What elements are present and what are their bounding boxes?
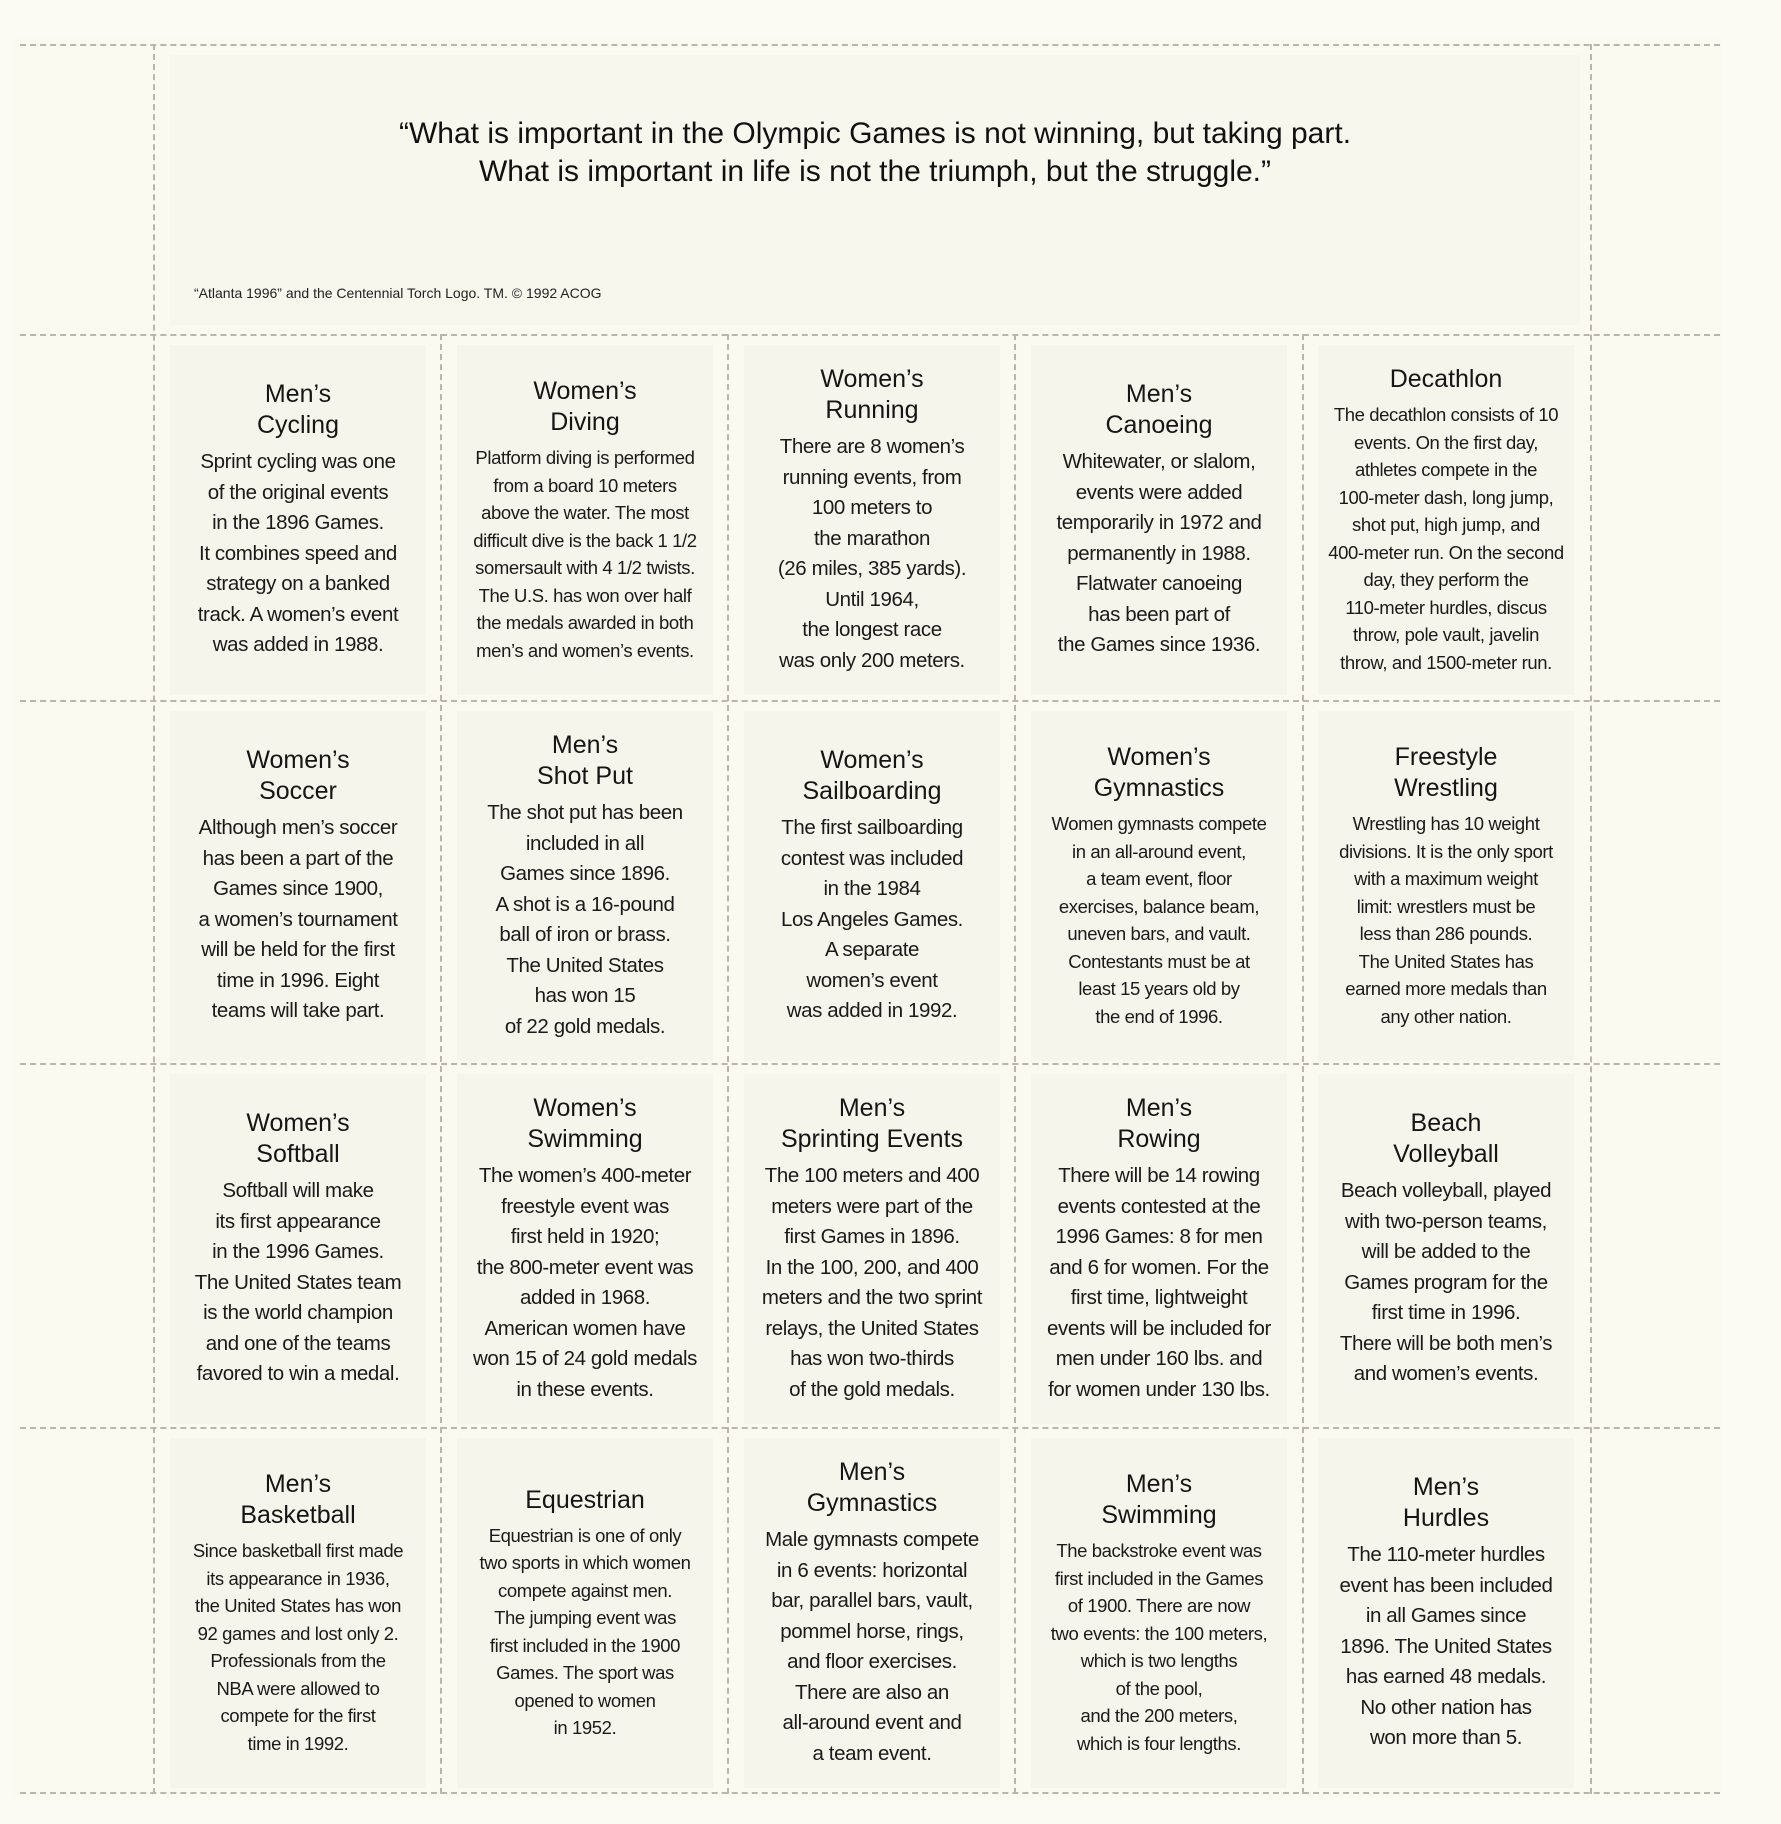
- stamp-description-line: will be added to the: [1361, 1240, 1531, 1264]
- stamp-description-line: has won 15: [534, 984, 636, 1007]
- stamp-description-line: men under 160 lbs. and: [1055, 1347, 1263, 1370]
- stamp-description-line: athletes compete in the: [1354, 459, 1538, 480]
- perforation-row-4: [20, 1427, 1720, 1429]
- perforation-col-4: [1302, 334, 1304, 1794]
- stamp-title-line: Sailboarding: [802, 777, 942, 806]
- stamp-title: [246, 745, 349, 807]
- stamp-description-line: 1996 Games: 8 for men: [1055, 1225, 1263, 1248]
- stamp-description-line: 400-meter run. On the second: [1328, 541, 1564, 563]
- stamp-title-line: Women’s: [820, 746, 924, 775]
- stamp-description: [1328, 401, 1564, 676]
- quote-line-1: “What is important in the Olympic Games is not winning, but taking part.: [398, 117, 1352, 150]
- stamp-description-line: a team event, floor: [1086, 868, 1232, 889]
- stamp-description-line: was only 200 meters.: [779, 648, 965, 672]
- stamp-description-line: The jumping event was: [494, 1607, 676, 1628]
- stamp-description-line: and the 200 meters,: [1080, 1705, 1238, 1726]
- stamp-card: [457, 345, 713, 695]
- stamp-description-line: time in 1992.: [247, 1732, 349, 1754]
- stamp-description-line: divisions. It is the only sport: [1339, 840, 1553, 862]
- stamp-card: [1031, 1074, 1287, 1424]
- stamp-description-line: Beach volleyball, played: [1340, 1179, 1552, 1203]
- stamp-description-line: less than 286 pounds.: [1359, 923, 1533, 944]
- stamp-description: [487, 798, 683, 1042]
- stamp-description-line: A shot is a 16-pound: [495, 892, 675, 916]
- stamp-description-line: difficult dive is the back 1 1/2: [473, 529, 697, 551]
- stamp-title-line: Swimming: [1101, 1501, 1217, 1529]
- stamp-title-line: Decathlon: [1389, 365, 1503, 393]
- stamp-card: [1318, 1074, 1574, 1424]
- stamp-description-line: the United States has won: [195, 1595, 401, 1616]
- stamp-description: [479, 1522, 690, 1742]
- stamp-description-line: Until 1964,: [825, 587, 919, 611]
- stamp-card: [170, 1074, 426, 1424]
- copyright-notice: “Atlanta 1996” and the Centennial Torch Logo. TM. © 1992 ACOG: [194, 285, 602, 301]
- stamp-description-line: teams will take part.: [211, 999, 385, 1023]
- stamp-description-line: the longest race: [802, 618, 942, 641]
- stamp-description-line: 1896. The United States: [1340, 1634, 1552, 1658]
- stamp-description-line: The first sailboarding: [781, 816, 963, 840]
- stamp-card: [744, 1438, 1000, 1788]
- stamp-description-line: in the 1996 Games.: [212, 1240, 384, 1264]
- stamp-card: [744, 1074, 1000, 1424]
- stamp-title: [537, 730, 633, 792]
- stamp-title-line: Men’s: [1412, 1473, 1480, 1502]
- stamp-description-line: was added in 1988.: [212, 633, 384, 657]
- stamp-description-line: Whitewater, or slalom,: [1062, 450, 1256, 474]
- stamp-title-line: Men’s: [1125, 1470, 1193, 1498]
- stamp-title: [1394, 742, 1498, 804]
- stamp-title-line: Shot Put: [537, 762, 633, 790]
- stamp-description-line: ball of iron or brass.: [499, 923, 671, 946]
- perforation-bottom: [20, 1792, 1720, 1794]
- stamp-description-line: first time, lightweight: [1070, 1286, 1248, 1309]
- stamp-description-line: the Games since 1936.: [1057, 633, 1261, 657]
- stamp-description-line: Contestants must be at: [1068, 950, 1250, 972]
- stamp-description-line: permanently in 1988.: [1067, 541, 1251, 565]
- stamp-description-line: events. On the first day,: [1353, 431, 1538, 453]
- stamp-description-line: track. A women’s event: [197, 602, 399, 626]
- stamp-description-line: its appearance in 1936,: [206, 1567, 390, 1589]
- perforation-col-1: [440, 334, 442, 1794]
- stamp-card: [1031, 345, 1287, 695]
- stamp-description-line: a women’s tournament: [198, 907, 398, 931]
- stamp-title: [1403, 1472, 1489, 1534]
- stamp-description-line: will be held for the first: [201, 938, 395, 962]
- stamp-title-line: Cycling: [257, 411, 339, 440]
- stamp-title-line: Men’s: [1125, 1094, 1193, 1122]
- perforation-col-3: [1014, 334, 1016, 1794]
- stamp-description-line: temporarily in 1972 and: [1056, 511, 1262, 535]
- stamp-title: [1393, 1108, 1499, 1170]
- stamp-title-line: Men’s: [838, 1094, 906, 1122]
- stamp-title-line: Women’s: [533, 1094, 637, 1122]
- stamp-description: [1051, 1537, 1267, 1757]
- stamp-title: [533, 376, 636, 438]
- stamp-description-line: in these events.: [516, 1377, 654, 1401]
- stamp-description-line: freestyle event was: [501, 1194, 669, 1218]
- stamp-title-line: Beach: [1410, 1109, 1482, 1138]
- stamp-description-line: which is two lengths: [1080, 1650, 1238, 1671]
- stamp-description-line: There will be 14 rowing: [1058, 1164, 1260, 1187]
- stamp-description-line: first held in 1920;: [510, 1225, 660, 1248]
- perforation-right: [1590, 44, 1592, 1794]
- stamp-description-line: Platform diving is performed: [475, 447, 695, 468]
- stamp-description-line: above the water. The most: [481, 502, 689, 523]
- stamp-description-line: added in 1968.: [519, 1286, 651, 1309]
- sheet-header: [170, 55, 1580, 325]
- stamp-description-line: first included in the 1900: [489, 1634, 681, 1656]
- stamp-description-line: Since basketball first made: [192, 1540, 404, 1561]
- stamp-description-line: Games since 1900,: [213, 877, 383, 901]
- stamp-description: [1047, 1161, 1271, 1405]
- stamp-description-line: first time in 1996.: [1371, 1301, 1521, 1325]
- stamp-description-line: events were added: [1075, 480, 1243, 504]
- stamp-description: [1051, 810, 1266, 1030]
- stamp-description-line: uneven bars, and vault.: [1067, 923, 1251, 944]
- stamp-description-line: running events, from: [782, 465, 962, 489]
- stamp-description-line: Professionals from the: [210, 1650, 386, 1671]
- stamp-title-line: Wrestling: [1394, 774, 1498, 802]
- stamp-description-line: NBA were allowed to: [216, 1677, 380, 1699]
- stamp-title: [1105, 379, 1212, 441]
- stamp-description-line: for women under 130 lbs.: [1048, 1377, 1270, 1401]
- stamp-card: [1031, 711, 1287, 1061]
- stamp-description-line: strategy on a banked: [206, 572, 390, 596]
- stamp-description: [1339, 810, 1553, 1030]
- stamp-title-line: Men’s: [264, 1470, 332, 1498]
- stamp-title: [1390, 364, 1503, 395]
- stamp-description-line: No other nation has: [1360, 1695, 1532, 1719]
- stamp-description-line: which is four lengths.: [1077, 1732, 1241, 1754]
- stamp-card: [170, 711, 426, 1061]
- stamp-description-line: any other nation.: [1380, 1005, 1512, 1027]
- stamp-title: [525, 1485, 645, 1516]
- stamp-description-line: The backstroke event was: [1056, 1540, 1262, 1561]
- stamp-card: [170, 345, 426, 695]
- stamp-description-line: limit: wrestlers must be: [1356, 895, 1536, 917]
- stamp-title-line: Softball: [256, 1140, 340, 1169]
- stamp-description-line: two sports in which women: [479, 1552, 691, 1573]
- stamp-description-line: Sprint cycling was one: [200, 450, 396, 474]
- stamp-title-line: Women’s: [533, 377, 637, 405]
- stamp-description-line: A separate: [824, 938, 920, 962]
- stamp-description-line: the 800-meter event was: [476, 1255, 694, 1279]
- stamp-description-line: in the 1984: [823, 877, 921, 901]
- stamp-description-line: and women’s events.: [1353, 1362, 1539, 1386]
- stamp-description-line: meters and the two sprint: [761, 1286, 983, 1309]
- stamp-description-line: the end of 1996.: [1095, 1005, 1223, 1027]
- stamp-description-line: Women gymnasts compete: [1051, 813, 1267, 834]
- stamp-description-line: contest was included: [780, 846, 964, 870]
- quote-line-2: What is important in life is not the triumph, but the struggle.”: [478, 155, 1272, 188]
- stamp-description: [193, 1537, 403, 1757]
- stamp-title-line: Women’s: [246, 746, 350, 775]
- stamp-description-line: relays, the United States: [765, 1316, 979, 1340]
- stamp-description-line: The decathlon consists of 10: [1333, 404, 1559, 425]
- stamp-title-line: Men’s: [551, 731, 619, 759]
- stamp-description: [762, 1161, 982, 1405]
- stamp-description-line: of 1900. There are now: [1067, 1595, 1251, 1616]
- stamp-description-line: men’s and women’s events.: [476, 639, 694, 661]
- stamp-description-line: least 15 years old by: [1078, 978, 1240, 999]
- stamp-description: [1339, 1540, 1552, 1754]
- stamp-title-line: Volleyball: [1393, 1140, 1499, 1169]
- stamp-card: [1318, 345, 1574, 695]
- stamp-title: [807, 1457, 938, 1519]
- stamp-title-line: Gymnastics: [806, 1489, 938, 1517]
- stamp-description-line: won more than 5.: [1370, 1726, 1522, 1750]
- stamp-description: [195, 1176, 402, 1390]
- stamp-description-line: The United States team: [194, 1270, 402, 1294]
- stamp-card: [457, 1074, 713, 1424]
- stamp-description-line: opened to women: [514, 1689, 656, 1711]
- perforation-left: [153, 44, 155, 1794]
- stamp-description: [473, 1161, 697, 1405]
- stamp-description-line: meters were part of the: [771, 1194, 973, 1218]
- stamp-title: [240, 1469, 355, 1531]
- stamp-description-line: was added in 1992.: [786, 999, 958, 1023]
- stamp-description-line: Flatwater canoeing: [1075, 572, 1242, 596]
- stamp-description-line: American women have: [484, 1316, 686, 1340]
- stamp-title: [803, 745, 942, 807]
- perforation-row-2: [20, 700, 1720, 702]
- stamp-description-line: of the gold medals.: [789, 1377, 955, 1401]
- stamp-title-line: Sprinting Events: [780, 1125, 964, 1153]
- stamp-title: [781, 1093, 963, 1155]
- stamp-title-line: Men’s: [838, 1458, 906, 1486]
- stamp-description-line: somersault with 4 1/2 twists.: [475, 557, 695, 578]
- stamp-description-line: and 6 for women. For the: [1049, 1255, 1269, 1279]
- stamp-description-line: and floor exercises.: [787, 1650, 957, 1673]
- stamp-description-line: Games since 1896.: [500, 862, 670, 885]
- stamp-description-line: in the 1896 Games.: [212, 511, 384, 535]
- stamp-description-line: Softball will make: [222, 1179, 374, 1203]
- stamp-description-line: The U.S. has won over half: [478, 584, 692, 606]
- stamp-description-line: a team event.: [812, 1741, 932, 1765]
- stamp-description-line: The 100 meters and 400: [764, 1164, 980, 1187]
- stamp-description-line: and one of the teams: [205, 1331, 391, 1355]
- stamp-title-line: Men’s: [1125, 380, 1193, 409]
- stamp-description-line: the marathon: [814, 526, 930, 550]
- stamp-description-line: in an all-around event,: [1072, 840, 1246, 862]
- stamp-card: [744, 711, 1000, 1061]
- stamp-description-line: The women’s 400-meter: [478, 1164, 692, 1187]
- stamp-card: [170, 1438, 426, 1788]
- stamp-description: [198, 813, 397, 1027]
- stamp-description-line: has been a part of the: [202, 846, 394, 870]
- stamp-title: [257, 379, 339, 441]
- stamp-description: [765, 1525, 979, 1769]
- stamp-card: [1318, 1438, 1574, 1788]
- stamp-description-line: in 1952.: [553, 1717, 617, 1738]
- olympic-quote: [170, 115, 1580, 191]
- stamp-description: [473, 444, 696, 664]
- stamp-description-line: throw, pole vault, javelin: [1352, 624, 1539, 645]
- stamp-description-line: women’s event: [806, 968, 938, 992]
- stamp-card: [1318, 711, 1574, 1061]
- stamp-card: [744, 345, 1000, 695]
- perforation-col-2: [727, 334, 729, 1794]
- stamp-description-line: first included in the Games: [1054, 1567, 1264, 1589]
- stamp-description-line: of the original events: [207, 480, 389, 504]
- stamp-title-line: Soccer: [259, 777, 337, 806]
- stamp-title-line: Diving: [550, 408, 620, 436]
- stamp-title-line: Basketball: [240, 1501, 356, 1529]
- stamp-description-line: Equestrian is one of only: [488, 1524, 682, 1546]
- stamp-description-line: event has been included: [1339, 1573, 1553, 1597]
- stamp-title: [246, 1108, 349, 1170]
- stamp-description-line: pommel horse, rings,: [780, 1619, 964, 1643]
- stamp-description-line: with two-person teams,: [1345, 1209, 1547, 1233]
- stamp-title-line: Women’s: [820, 365, 924, 393]
- stamp-description-line: In the 100, 200, and 400: [765, 1255, 979, 1279]
- stamp-description-line: the medals awarded in both: [476, 612, 694, 633]
- stamp-title-line: Men’s: [264, 380, 332, 409]
- stamp-description-line: There will be both men’s: [1339, 1331, 1553, 1355]
- stamp-title-line: Running: [825, 396, 919, 424]
- stamp-title: [1101, 1469, 1216, 1531]
- stamp-description-line: compete against men.: [497, 1579, 673, 1601]
- stamp-description-line: of 22 gold medals.: [504, 1014, 666, 1038]
- stamp-description-line: favored to win a medal.: [196, 1362, 400, 1386]
- stamp-description-line: two events: the 100 meters,: [1050, 1622, 1268, 1644]
- stamp-description-line: It combines speed and: [199, 541, 397, 565]
- stamp-title-line: Hurdles: [1402, 1504, 1490, 1533]
- stamp-title-line: Women’s: [1107, 743, 1211, 771]
- stamp-description: [198, 447, 398, 661]
- stamp-description-line: 92 games and lost only 2.: [197, 1622, 399, 1644]
- stamp-title-line: Swimming: [527, 1125, 643, 1153]
- stamp-title: [527, 1093, 642, 1155]
- stamp-description-line: Wrestling has 10 weight: [1352, 813, 1540, 834]
- stamp-description-line: The shot put has been: [487, 801, 683, 824]
- perforation-row-1: [20, 334, 1720, 336]
- stamp-title-line: Gymnastics: [1093, 774, 1225, 802]
- stamp-description-line: first Games in 1896.: [784, 1225, 960, 1248]
- stamp-description-line: (26 miles, 385 yards).: [777, 557, 967, 580]
- stamp-card: [457, 711, 713, 1061]
- stamp-description-line: 100-meter dash, long jump,: [1338, 486, 1554, 508]
- stamp-description-line: won 15 of 24 gold medals: [472, 1347, 698, 1370]
- stamp-description-line: 110-meter hurdles, discus: [1345, 596, 1547, 618]
- stamp-title-line: Equestrian: [525, 1485, 645, 1514]
- stamp-description-line: with a maximum weight: [1354, 868, 1538, 889]
- stamp-description-line: Male gymnasts compete: [765, 1528, 979, 1551]
- stamp-description-line: from a board 10 meters: [493, 474, 677, 496]
- stamp-description-line: day, they perform the: [1363, 569, 1529, 590]
- stamp-card: [457, 1438, 713, 1788]
- stamp-description-line: 100 meters to: [811, 496, 933, 519]
- stamp-title: [820, 364, 923, 426]
- stamp-description-line: in all Games since: [1365, 1604, 1527, 1628]
- stamp-title: [1094, 742, 1225, 804]
- stamp-description-line: Games program for the: [1344, 1270, 1548, 1294]
- stamp-title-line: Women’s: [246, 1109, 350, 1138]
- stamp-description-line: all-around event and: [782, 1711, 962, 1734]
- stamp-description-line: shot put, high jump, and: [1352, 514, 1540, 535]
- stamp-title-line: Canoeing: [1105, 411, 1213, 440]
- stamp-description-line: included in all: [525, 831, 645, 855]
- stamp-description-line: earned more medals than: [1345, 978, 1547, 999]
- stamp-description-line: has earned 48 medals.: [1345, 1665, 1547, 1689]
- stamp-description-line: of the pool,: [1115, 1677, 1203, 1699]
- stamp-description-line: in 6 events: horizontal: [776, 1558, 968, 1582]
- stamp-description-line: compete for the first: [220, 1705, 376, 1726]
- stamp-description-line: Games. The sport was: [496, 1662, 674, 1683]
- perforation-top: [20, 44, 1720, 46]
- stamp-description-line: There are 8 women’s: [779, 435, 965, 458]
- stamp-title-line: Rowing: [1117, 1125, 1201, 1153]
- stamp-description-line: its first appearance: [215, 1209, 381, 1233]
- stamp-description-line: Los Angeles Games.: [781, 907, 963, 931]
- stamp-description-line: has won two-thirds: [790, 1347, 954, 1370]
- stamp-description-line: has been part of: [1088, 602, 1230, 626]
- stamp-description: [781, 813, 963, 1027]
- stamp-description: [1340, 1176, 1552, 1390]
- stamp-description-line: is the world champion: [203, 1301, 393, 1325]
- stamp-description-line: bar, parallel bars, vault,: [771, 1589, 973, 1612]
- stamp-description-line: time in 1996. Eight: [216, 968, 380, 992]
- stamp-description-line: The 110-meter hurdles: [1347, 1543, 1545, 1567]
- stamp-title-line: Freestyle: [1394, 743, 1498, 771]
- stamp-description-line: Although men’s soccer: [198, 816, 398, 840]
- stamp-description-line: events will be included for: [1047, 1316, 1271, 1340]
- stamp-description-line: events contested at the: [1057, 1194, 1261, 1218]
- stamp-description: [778, 432, 966, 676]
- stamp-card: [1031, 1438, 1287, 1788]
- perforation-row-3: [20, 1063, 1720, 1065]
- stamp-description-line: exercises, balance beam,: [1058, 895, 1260, 917]
- stamp-description-line: The United States: [506, 953, 664, 977]
- stamp-description: [1056, 447, 1261, 661]
- stamp-title: [1117, 1093, 1200, 1155]
- stamp-description-line: The United States has: [1358, 950, 1534, 972]
- stamp-description-line: throw, and 1500-meter run.: [1340, 651, 1552, 673]
- stamp-description-line: There are also an: [795, 1680, 949, 1704]
